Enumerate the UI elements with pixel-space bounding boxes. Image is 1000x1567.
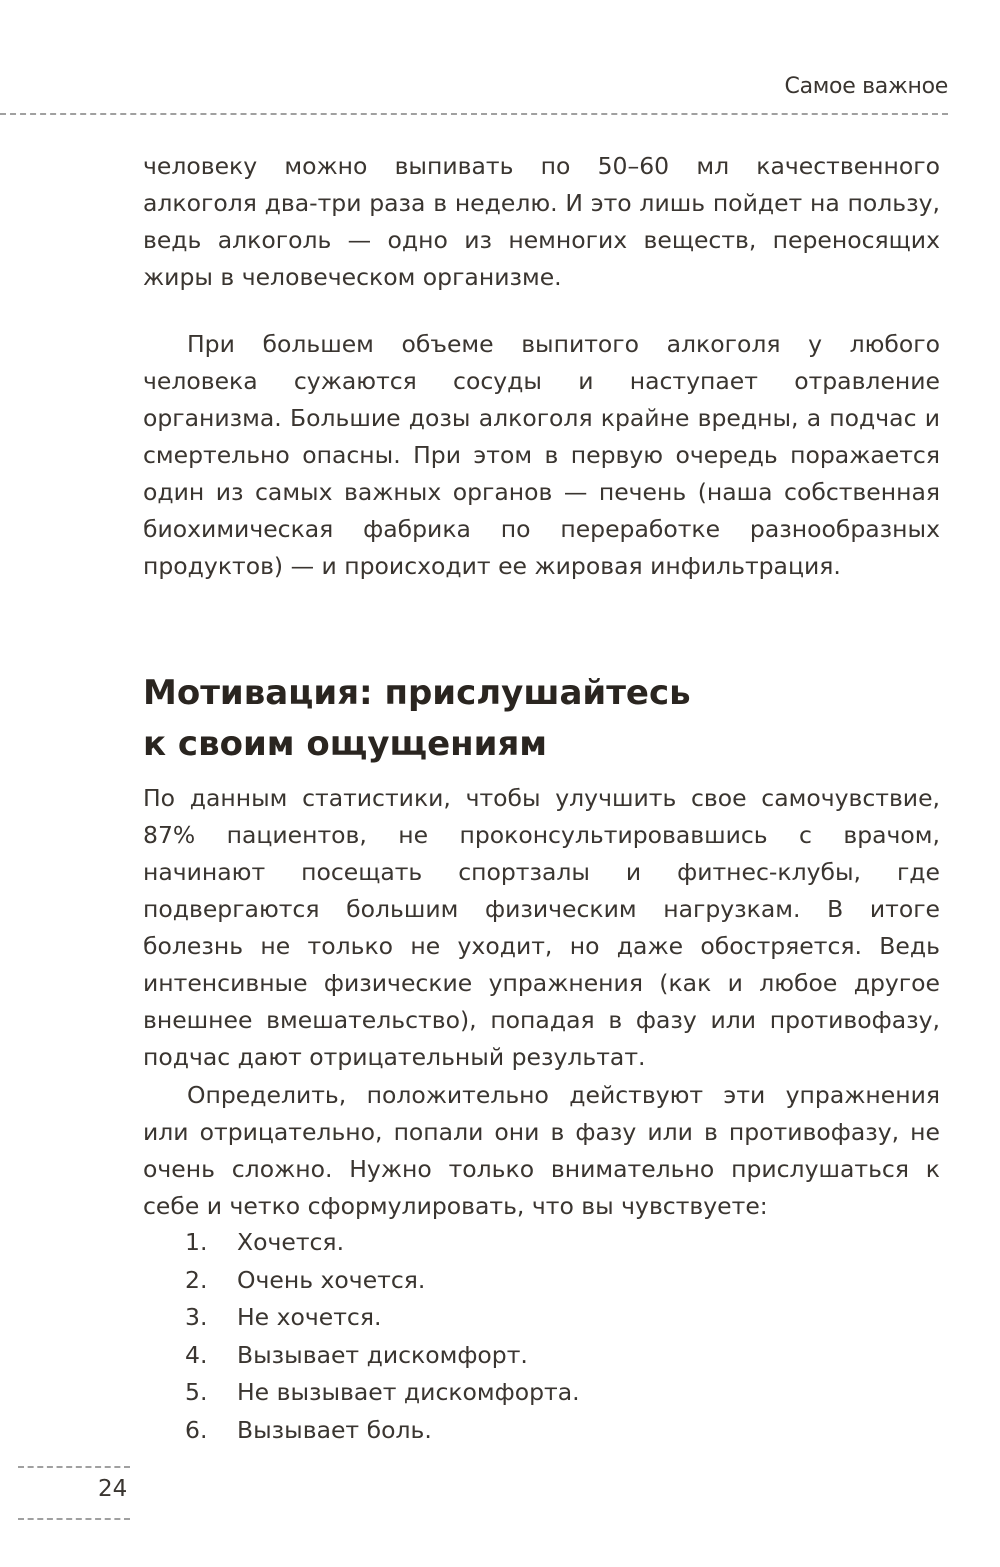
list-item [185,1412,580,1450]
list-item [185,1299,580,1337]
list-item-number: 1. [185,1228,208,1256]
list-item-text: Вызывает боль. [237,1415,432,1444]
list-item [185,1337,580,1375]
paragraph-3: По данным статистики, чтобы улучшить свое самочувствие, 87% пациентов, не проконсультировавшись с врачом, начинают посещать спортзалы и фитнес-клубы, где подвергаются большим физическим нагрузкам. В итоге болезнь не только не уходит, но даже обостряется. Ведь интенсивные физические упражнения (как и любое другое внешнее вмешательство), попадая в фазу или противофазу, подчас дают отрицательный результат. [143,784,940,1071]
section-heading [143,668,940,770]
list-item-text: Не вызывает дискомфорта. [237,1378,580,1406]
page-number-divider-top [18,1466,130,1468]
list-item [185,1224,580,1262]
paragraph-1: человеку можно выпивать по 50–60 мл качественного алкоголя два-три раза в неделю. И это лишь пойдет на пользу, ведь алкоголь — одно из немногих веществ, переносящих жиры в человеческом организме. [143,152,940,291]
list-item [185,1374,580,1412]
sensation-list [185,1224,580,1449]
list-item-number: 6. [185,1415,208,1444]
list-item-number: 4. [185,1340,208,1369]
page-number: 24 [98,1476,128,1502]
section-heading-line-1: Мотивация: прислушайтесь [143,673,691,713]
page-number-divider-bottom [18,1518,130,1520]
list-item-text: Очень хочется. [237,1265,426,1294]
paragraph-4: Определить, положительно действуют эти упражнения или отрицательно, попали они в фазу или в противофазу, не очень сложно. Нужно только внимательно прислушаться к себе и четко сформулировать, что вы чувствуете: [143,1081,940,1220]
list-item-number: 3. [185,1303,208,1331]
header-divider [0,113,948,115]
section-heading-line-2: к своим ощущениям [143,724,548,764]
running-header: Самое важное [784,74,948,99]
list-item-number: 2. [185,1265,208,1294]
list-item [185,1262,580,1300]
paragraph-2: При большем объеме выпитого алкоголя у любого человека сужаются сосуды и наступает отравление организма. Большие дозы алкоголя крайне вредны, а подчас и смертельно опасны. При этом в первую очередь поражается один из самых важных органов — печень (наша собственная биохимическая фабрика по переработке разнообразных продуктов) — и происходит ее жировая инфильтрация. [143,330,940,580]
list-item-text: Вызывает дискомфорт. [237,1340,528,1369]
list-item-text: Хочется. [237,1228,345,1256]
list-item-number: 5. [185,1378,208,1406]
list-item-text: Не хочется. [237,1303,382,1331]
